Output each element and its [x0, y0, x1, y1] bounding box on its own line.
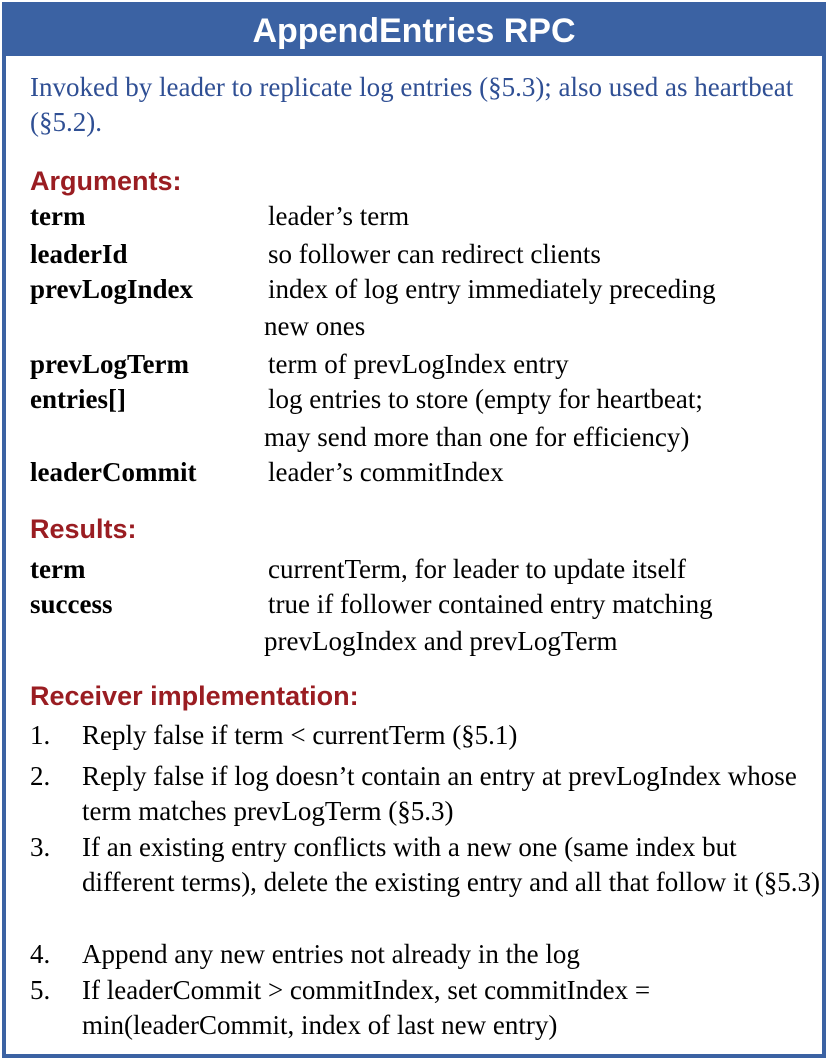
step-text: If an existing entry conflicts with a new one (same index but different terms), delete the existing entry and all that follow it (§5.3)	[82, 832, 821, 897]
step-number: 3.	[30, 832, 51, 862]
argument-desc: term of prevLogIndex entry	[268, 349, 569, 379]
argument-name: term	[30, 201, 86, 231]
step-number: 2.	[30, 761, 51, 791]
result-name: success	[30, 589, 113, 619]
argument-desc: leader’s commitIndex	[268, 457, 504, 487]
arguments-heading: Arguments:	[30, 166, 182, 196]
result-name: term	[30, 554, 86, 584]
argument-name: prevLogIndex	[30, 274, 194, 304]
argument-name: leaderCommit	[30, 457, 197, 487]
receiver-heading: Receiver implementation:	[30, 681, 359, 711]
step-text: Reply false if log doesn’t contain an entry at prevLogIndex whose term matches prevLogTerm (§5.3)	[82, 761, 797, 826]
card-title: AppendEntries RPC	[6, 6, 822, 56]
result-desc-continuation: prevLogIndex and prevLogTerm	[264, 626, 618, 656]
argument-desc: index of log entry immediately preceding	[268, 274, 716, 304]
result-desc: currentTerm, for leader to update itself	[268, 554, 686, 584]
argument-desc: log entries to store (empty for heartbeat;	[268, 384, 703, 414]
argument-name: entries[]	[30, 384, 126, 414]
step-text: If leaderCommit > commitIndex, set commitIndex = min(leaderCommit, index of last new entry)	[82, 975, 651, 1040]
argument-name: leaderId	[30, 239, 128, 269]
argument-desc: leader’s term	[268, 201, 410, 231]
argument-name: prevLogTerm	[30, 349, 189, 379]
step-text: Append any new entries not already in the log	[82, 939, 580, 969]
rpc-card	[2, 2, 826, 1058]
step-number: 4.	[30, 939, 51, 969]
step-number: 1.	[30, 720, 51, 750]
argument-desc-continuation: may send more than one for efficiency)	[264, 422, 690, 452]
intro-text: Invoked by leader to replicate log entries (§5.3); also used as heartbeat (§5.2).	[30, 72, 794, 137]
step-text: Reply false if term < currentTerm (§5.1)	[82, 720, 518, 750]
result-desc: true if follower contained entry matching	[268, 589, 713, 619]
argument-desc-continuation: new ones	[264, 311, 366, 341]
argument-desc: so follower can redirect clients	[268, 239, 601, 269]
results-heading: Results:	[30, 514, 137, 544]
step-number: 5.	[30, 975, 51, 1005]
